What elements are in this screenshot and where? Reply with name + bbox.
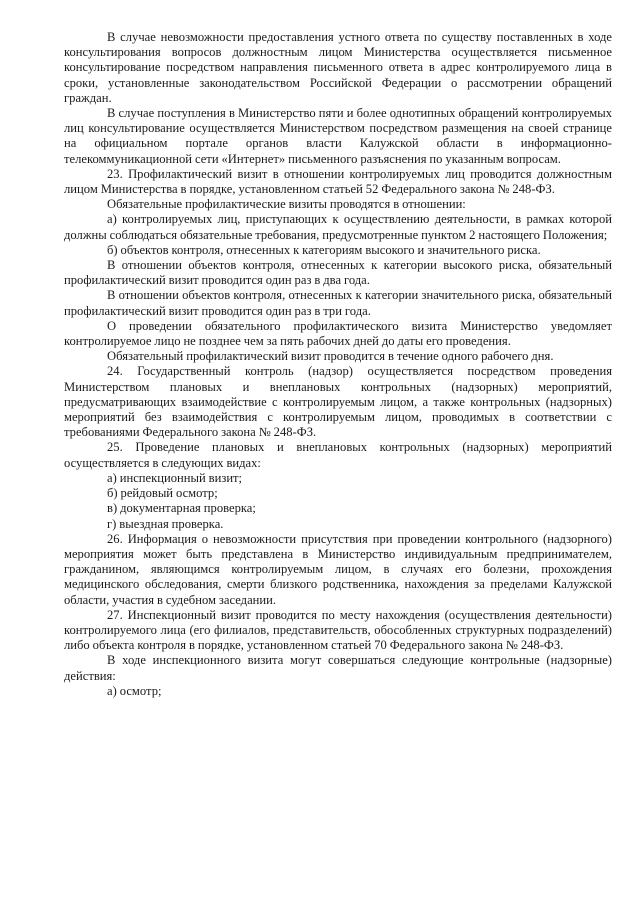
list-item: а) инспекционный визит;	[107, 470, 243, 485]
list-item: а) осмотр;	[107, 683, 162, 698]
paragraph: В случае невозможности предоставления устного ответа по существу поставленных в ходе консультирования вопросов должностным лицом Министерства осуществляется письменное консультирование посредством направления письменного ответа в адрес контролируемого лица в сроки, установленные законодательством Российской Федерации о рассмотрении обращений граждан.	[64, 30, 612, 105]
paragraph: В отношении объектов контроля, отнесенных к категории значительного риска, обязательный профилактический визит проводится один раз в три года.	[64, 288, 612, 318]
list-item: г) выездная проверка.	[107, 516, 224, 531]
paragraph: О проведении обязательного профилактического визита Министерство уведомляет контролируемое лицо не позднее чем за пять рабочих дней до даты его проведения.	[64, 318, 612, 349]
paragraph: В отношении объектов контроля, отнесенных к категории высокого риска, обязательный профилактический визит проводится один раз в два года.	[64, 258, 612, 288]
document-page	[64, 30, 612, 699]
paragraph: В случае поступления в Министерство пяти и более однотипных обращений контролируемых лиц консультирование осуществляется Министерством посредством размещения на своей странице на официальном портале органов власти Калужской области в информационно-телекоммуникационной сети «Интернет» письменного разъяснения по указанным вопросам.	[64, 106, 612, 166]
paragraph: 24. Государственный контроль (надзор) осуществляется посредством проведения Министерством плановых и внеплановых контрольных (надзорных) мероприятий, предусматривающих взаимодействие с контролируемым лицом, а также контрольных (надзорных) мероприятий без взаимодействия с контролируемым лицом, проводимых в соответствии с требованиями Федерального закона № 248-ФЗ.	[64, 364, 612, 440]
paragraph: Обязательный профилактический визит проводится в течение одного рабочего дня.	[107, 349, 554, 364]
paragraph: В ходе инспекционного визита могут совершаться следующие контрольные (надзорные) действия:	[64, 653, 612, 683]
paragraph: Обязательные профилактические визиты проводятся в отношении:	[107, 197, 466, 212]
list-item: б) объектов контроля, отнесенных к категориям высокого и значительного риска.	[107, 242, 541, 257]
list-item: в) документарная проверка;	[107, 501, 256, 516]
paragraph: 25. Проведение плановых и внеплановых контрольных (надзорных) мероприятий осуществляется в следующих видах:	[64, 440, 612, 470]
paragraph: 27. Инспекционный визит проводится по месту нахождения (осуществления деятельности) контролируемого лица (его филиалов, представительств, обособленных структурных подразделений) либо объекта контроля в порядке, установленном статьей 70 Федерального закона № 248-ФЗ.	[64, 607, 612, 653]
list-item: б) рейдовый осмотр;	[107, 486, 218, 501]
list-item: а) контролируемых лиц, приступающих к осуществлению деятельности, в рамках которой должны соблюдаться обязательные требования, предусмотренные пунктом 2 настоящего Положения;	[64, 212, 612, 242]
paragraph: 26. Информация о невозможности присутствия при проведении контрольного (надзорного) мероприятия может быть представлена в Министерство индивидуальным предпринимателем, гражданином, являющимся контролируемым лицом, в случаях его болезни, прохождения медицинского обследования, смерти близкого родственника, нахождения за пределами Калужской области, участия в судебном заседании.	[64, 531, 612, 607]
paragraph: 23. Профилактический визит в отношении контролируемых лиц проводится должностным лицом Министерства в порядке, установленном статьей 52 Федерального закона № 248-ФЗ.	[64, 166, 612, 197]
